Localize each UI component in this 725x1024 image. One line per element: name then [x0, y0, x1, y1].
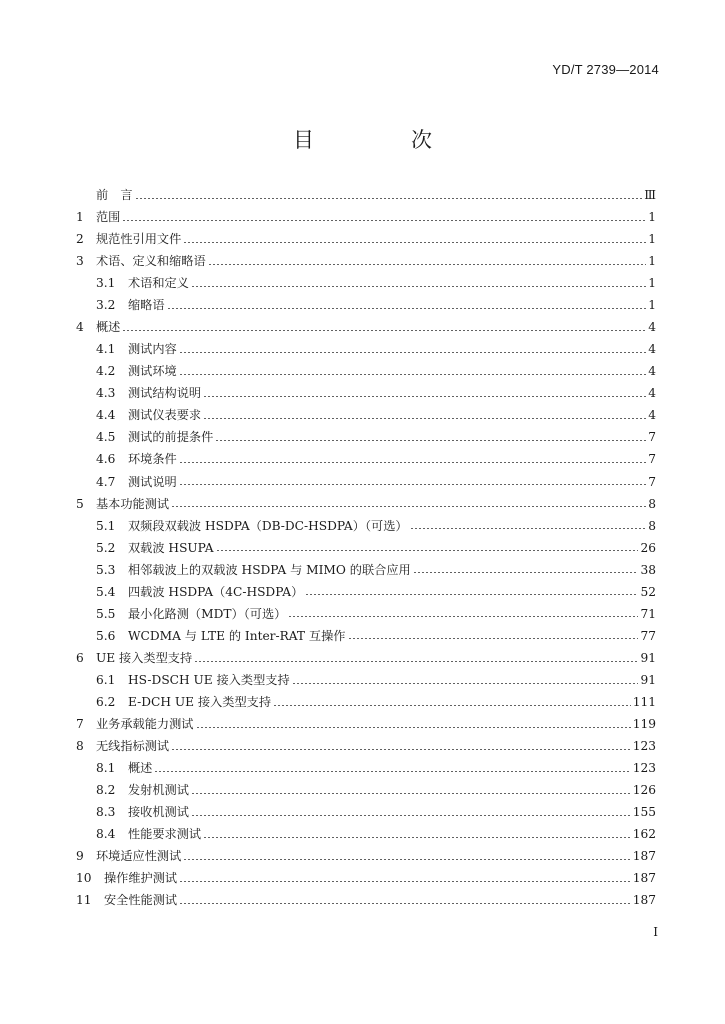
- toc-entry-label: 相邻载波上的双载波 HSDPA 与 MIMO 的联合应用: [128, 562, 411, 577]
- toc-entry-page: 4: [648, 386, 656, 401]
- dot-leader: [288, 616, 638, 617]
- toc-entry-label: 环境适应性测试: [96, 849, 182, 864]
- toc-subentry[interactable]: [76, 757, 656, 779]
- toc-entry-number: 5.1: [96, 518, 116, 533]
- toc-entry-label: HS-DSCH UE 接入类型支持: [128, 672, 290, 687]
- dot-leader: [203, 837, 631, 838]
- toc-entry-page: 1: [648, 209, 656, 224]
- dot-leader: [215, 440, 646, 441]
- toc-entry[interactable]: [76, 890, 656, 912]
- toc-entry-page: 4: [648, 408, 656, 423]
- toc-entry-page: 4: [648, 320, 656, 335]
- toc-entry-page: 7: [648, 452, 656, 467]
- toc-entry-number: 6: [76, 650, 84, 665]
- toc-entry-page: 38: [640, 562, 656, 577]
- dot-leader: [208, 264, 647, 265]
- toc-entry-page: 155: [632, 805, 656, 820]
- dot-leader: [191, 815, 631, 816]
- toc-subentry[interactable]: [76, 449, 656, 471]
- toc-entry-label: 操作维护测试: [104, 871, 178, 886]
- toc-entry-number: 11: [76, 893, 92, 908]
- toc-entry-label: 术语、定义和缩略语: [96, 254, 206, 269]
- toc-entry-label: 无线指标测试: [96, 739, 170, 754]
- toc-entry-number: 6.2: [96, 695, 116, 709]
- toc-entry-number: 2: [76, 232, 84, 247]
- toc-entry-label: 前 言: [96, 187, 133, 202]
- toc-entry-number: 9: [76, 849, 84, 864]
- toc-entry-page: 111: [632, 695, 656, 709]
- dot-leader: [410, 528, 647, 529]
- dot-leader: [194, 661, 638, 662]
- toc-entry-page: 162: [632, 827, 656, 842]
- dot-leader: [183, 242, 646, 243]
- toc-subentry[interactable]: [76, 471, 656, 493]
- dot-leader: [135, 198, 643, 199]
- toc-entry-label: 测试的前提条件: [128, 430, 214, 445]
- toc-entry-label: 四载波 HSDPA（4C-HSDPA）: [128, 584, 304, 599]
- toc-entry-number: 8: [76, 739, 84, 754]
- dot-leader: [216, 550, 639, 551]
- toc-entry-label: 发射机测试: [128, 783, 189, 798]
- toc-entry[interactable]: [76, 316, 656, 338]
- dot-leader: [167, 308, 647, 309]
- dot-leader: [413, 572, 639, 573]
- toc-entry-label: 环境条件: [128, 452, 177, 467]
- toc-entry-page: Ⅲ: [644, 187, 656, 202]
- dot-leader: [171, 506, 646, 507]
- toc-entry-page: 7: [648, 430, 656, 445]
- toc-subentry[interactable]: [76, 801, 656, 823]
- toc-entry-label: WCDMA 与 LTE 的 Inter-RAT 互操作: [128, 628, 346, 643]
- toc-entry-page: 187: [632, 849, 656, 864]
- toc-subentry[interactable]: [76, 691, 656, 713]
- toc-entry-label: 双载波 HSUPA: [128, 540, 214, 555]
- toc-entry-label: UE 接入类型支持: [96, 650, 193, 665]
- toc-subentry[interactable]: [76, 581, 656, 603]
- toc-entry-number: 5: [76, 496, 84, 511]
- toc-entry-page: 26: [640, 540, 656, 555]
- toc-entry-label: 概述: [128, 761, 153, 776]
- dot-leader: [183, 859, 630, 860]
- dot-leader: [179, 881, 631, 882]
- toc-entry-page: 91: [640, 672, 656, 687]
- toc-entry-page: 187: [632, 893, 656, 908]
- dot-leader: [203, 396, 646, 397]
- dot-leader: [179, 462, 646, 463]
- toc-entry[interactable]: [76, 250, 656, 272]
- toc-entry-number: 7: [76, 717, 84, 732]
- toc-entry-number: 4.7: [96, 474, 116, 489]
- dot-leader: [292, 683, 639, 684]
- toc-entry-page: 119: [632, 717, 656, 732]
- toc-entry[interactable]: [76, 493, 656, 515]
- toc-entry[interactable]: [76, 647, 656, 669]
- toc-entry-label: 测试结构说明: [128, 386, 202, 401]
- toc-subentry[interactable]: [76, 603, 656, 625]
- toc-entry-label: 最小化路测（MDT）（可选）: [128, 606, 287, 621]
- toc-entry[interactable]: [76, 713, 656, 735]
- toc-entry-number: 4.5: [96, 430, 116, 445]
- dot-leader: [191, 793, 631, 794]
- toc-entry-number: 4: [76, 320, 84, 335]
- toc-subentry[interactable]: [76, 272, 656, 294]
- toc-subentry[interactable]: [76, 338, 656, 360]
- dot-leader: [179, 484, 646, 485]
- toc-entry-number: 8.1: [96, 761, 116, 776]
- toc-entry-label: 规范性引用文件: [96, 232, 182, 247]
- toc-entry-page: 4: [648, 342, 656, 357]
- toc-entry-label: 业务承载能力测试: [96, 717, 194, 732]
- toc-subentry[interactable]: [76, 515, 656, 537]
- toc-subentry[interactable]: [76, 294, 656, 316]
- toc-entry-number: 5.2: [96, 540, 116, 555]
- dot-leader: [122, 330, 646, 331]
- toc-entry-number: 10: [76, 871, 92, 886]
- toc-entry-number: 5.5: [96, 606, 116, 621]
- toc-entry-number: 5.3: [96, 562, 116, 577]
- toc-entry-label: 测试仪表要求: [128, 408, 202, 423]
- dot-leader: [191, 286, 646, 287]
- dot-leader: [305, 594, 638, 595]
- dot-leader: [196, 727, 631, 728]
- toc-entry-number: 4.4: [96, 408, 116, 423]
- toc-entry-page: 4: [648, 364, 656, 379]
- dot-leader: [348, 638, 639, 639]
- dot-leader: [154, 771, 630, 772]
- standard-code: YD/T 2739—2014: [552, 62, 659, 77]
- dot-leader: [273, 705, 631, 706]
- toc-entry-label: 术语和定义: [128, 276, 189, 291]
- toc-subentry[interactable]: [76, 625, 656, 647]
- toc-subentry[interactable]: [76, 823, 656, 845]
- toc-entry-page: 123: [632, 761, 656, 776]
- toc-entry-page: 71: [640, 606, 656, 621]
- toc-entry-number: 8.3: [96, 805, 116, 820]
- toc-entry-page: 1: [648, 254, 656, 269]
- toc-entry-label: 安全性能测试: [104, 893, 178, 908]
- toc-entry[interactable]: [76, 228, 656, 250]
- toc-entry-number: 3.2: [96, 298, 116, 313]
- toc-entry-label: 基本功能测试: [96, 496, 170, 511]
- toc-entry-label: 范围: [96, 209, 121, 224]
- toc-subentry[interactable]: [76, 382, 656, 404]
- toc-subentry[interactable]: [76, 360, 656, 382]
- toc-entry-number: 4.2: [96, 364, 116, 379]
- toc-entry-page: 126: [632, 783, 656, 798]
- toc-entry-number: 6.1: [96, 672, 116, 687]
- toc-entry-number: 3: [76, 254, 84, 269]
- toc-entry-page: 187: [632, 871, 656, 886]
- toc-subentry[interactable]: [76, 427, 656, 449]
- page-number: I: [653, 925, 658, 939]
- toc-entry-number: 4.1: [96, 342, 116, 357]
- dot-leader: [179, 352, 646, 353]
- toc-entry-label: 测试说明: [128, 474, 177, 489]
- toc-entry-number: 5.4: [96, 584, 116, 599]
- toc-subentry[interactable]: [76, 537, 656, 559]
- toc-entry-number: 4.6: [96, 452, 116, 467]
- dot-leader: [179, 903, 631, 904]
- toc-subentry[interactable]: [76, 404, 656, 426]
- toc-entry[interactable]: [76, 845, 656, 867]
- toc-entry-label: 测试内容: [128, 342, 177, 357]
- toc-entry-label: 性能要求测试: [128, 827, 202, 842]
- toc-entry-page: 8: [648, 518, 656, 533]
- toc-subentry[interactable]: [76, 779, 656, 801]
- toc-entry[interactable]: [76, 206, 656, 228]
- toc-entry-page: 1: [648, 276, 656, 291]
- toc-entry-number: 4.3: [96, 386, 116, 401]
- toc-entry-page: 91: [640, 650, 656, 665]
- toc-subentry[interactable]: [76, 669, 656, 691]
- toc-entry-label: 接收机测试: [128, 805, 189, 820]
- toc-entry-page: 1: [648, 232, 656, 247]
- page-title: 目 次: [293, 128, 470, 152]
- toc-entry-number: 1: [76, 209, 84, 224]
- toc-entry-label: 双频段双载波 HSDPA（DB-DC-HSDPA）（可选）: [128, 518, 408, 533]
- toc-entry-number: 8.2: [96, 783, 116, 798]
- toc-subentry[interactable]: [76, 559, 656, 581]
- toc-entry-page: 77: [640, 628, 656, 643]
- table-of-contents: [76, 184, 656, 912]
- toc-entry-page: 123: [632, 739, 656, 754]
- toc-entry-number: 8.4: [96, 827, 116, 842]
- toc-entry-label: E-DCH UE 接入类型支持: [128, 695, 272, 709]
- toc-entry-label: 缩略语: [128, 298, 165, 313]
- toc-entry-page: 1: [648, 298, 656, 313]
- toc-entry[interactable]: [76, 184, 656, 206]
- dot-leader: [179, 374, 646, 375]
- toc-entry-label: 概述: [96, 320, 121, 335]
- toc-entry-number: 5.6: [96, 628, 116, 643]
- dot-leader: [203, 418, 646, 419]
- dot-leader: [171, 749, 631, 750]
- toc-entry-page: 52: [640, 584, 656, 599]
- toc-entry-page: 8: [648, 496, 656, 511]
- toc-entry-page: 7: [648, 474, 656, 489]
- toc-entry[interactable]: [76, 735, 656, 757]
- toc-entry-label: 测试环境: [128, 364, 177, 379]
- toc-entry[interactable]: [76, 867, 656, 889]
- toc-entry-number: 3.1: [96, 276, 116, 291]
- dot-leader: [122, 220, 646, 221]
